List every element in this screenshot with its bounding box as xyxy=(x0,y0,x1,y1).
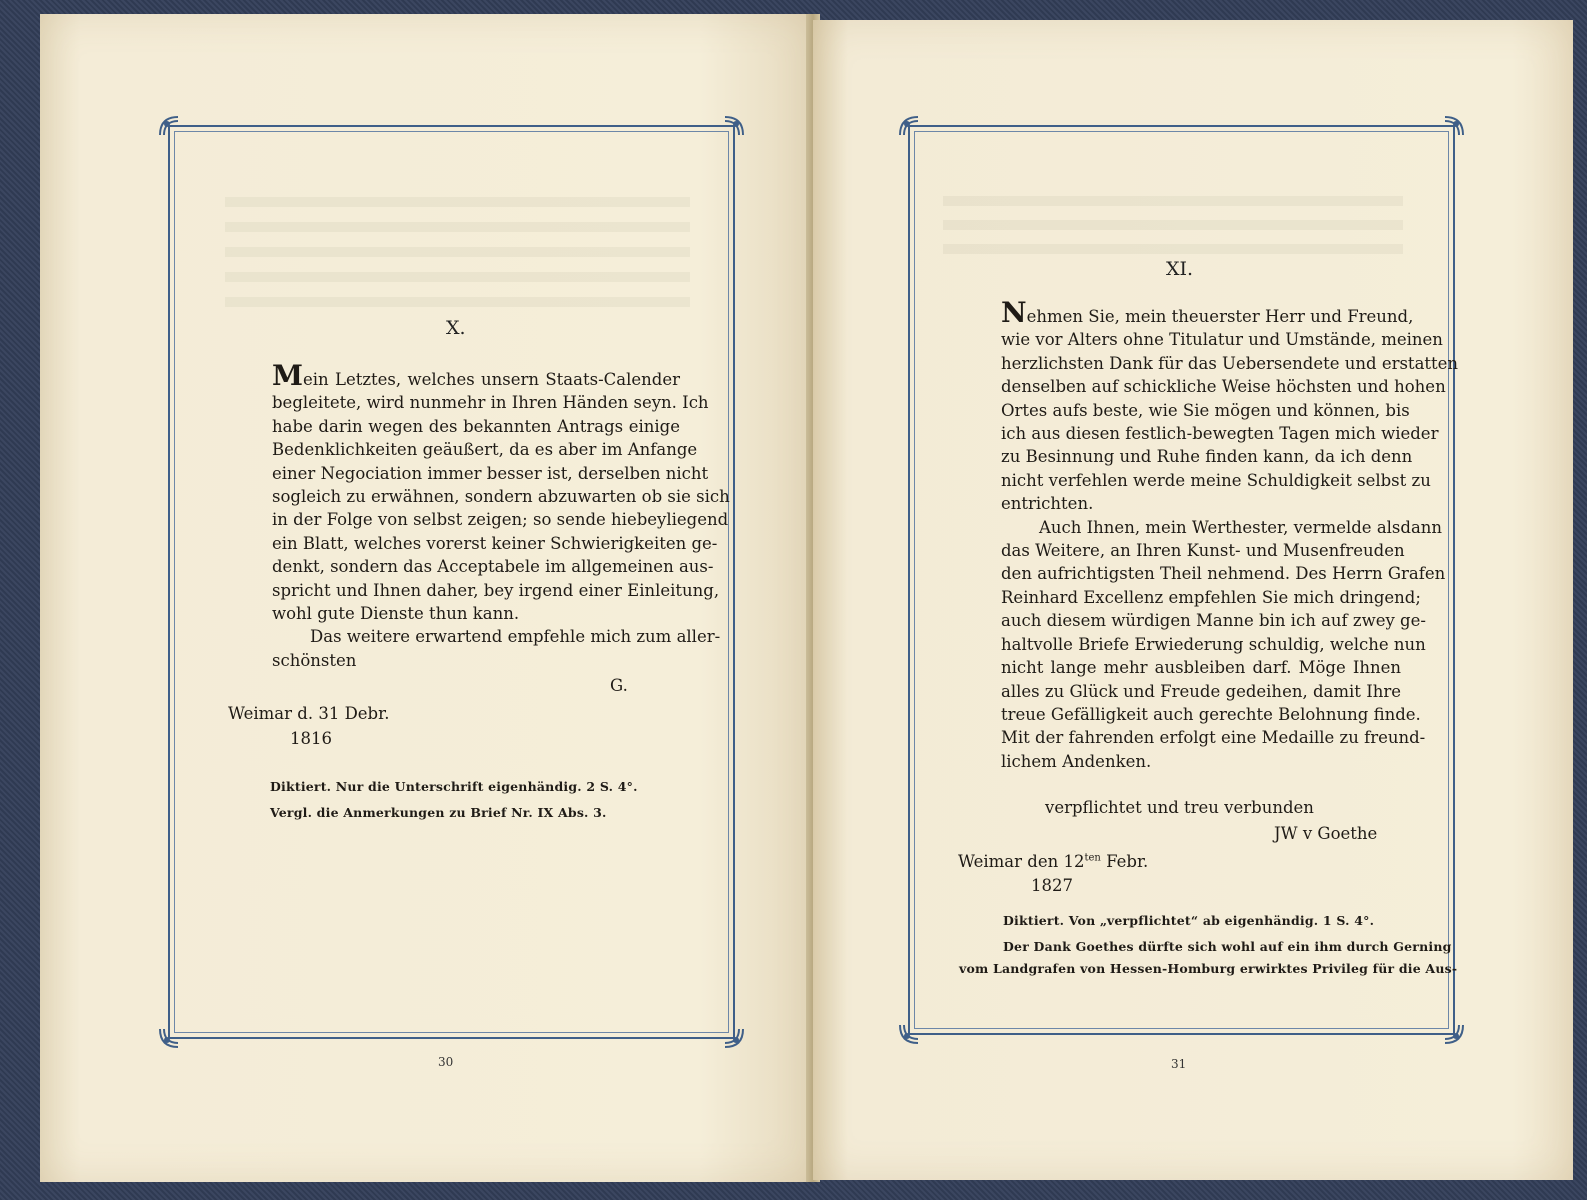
text-line: Bedenklichkeiten geäußert, da es aber im Anfange xyxy=(272,440,698,460)
text-line: begleitete, wird nunmehr in Ihren Händen seyn. Ich xyxy=(272,393,709,413)
corner-ornament-icon xyxy=(1443,115,1465,137)
editorial-note: Der Dank Goethes dürfte sich wohl auf ein ihm durch Gerning xyxy=(1003,939,1452,954)
signature: G. xyxy=(610,676,628,695)
page-number: 30 xyxy=(438,1055,454,1069)
closing-formula: verpflichtet und treu verbunden xyxy=(1045,798,1314,817)
text-line: alles zu Glück und Freude gedeihen, damit Ihre xyxy=(1001,681,1401,701)
letter-body xyxy=(1001,296,1459,773)
text-line: nicht verfehlen werde meine Schuldigkeit selbst zu xyxy=(1001,470,1431,490)
corner-ornament-icon xyxy=(898,1023,920,1045)
text-line: auch diesem würdigen Manne bin ich auf zwey ge- xyxy=(1001,611,1426,631)
text-line: Ortes aufs beste, wie Sie mögen und können, bis xyxy=(1001,400,1410,420)
signature: JW v Goethe xyxy=(1274,824,1378,843)
letter-number-heading: X. xyxy=(446,317,466,339)
initial-letter: M xyxy=(272,359,303,392)
show-through-text xyxy=(943,196,1403,206)
corner-ornament-icon xyxy=(723,115,745,137)
text-line: entrichten. xyxy=(1001,494,1094,514)
page-number: 31 xyxy=(1171,1057,1187,1071)
text-line: wie vor Alters ohne Titulatur und Umstände, meinen xyxy=(1001,330,1443,350)
text-line: Mit der fahrenden erfolgt eine Medaille zu freund- xyxy=(1001,728,1426,748)
place-date xyxy=(958,852,1148,871)
corner-ornament-icon xyxy=(158,1027,180,1049)
text-line: ein Blatt, welches vorerst keiner Schwierigkeiten ge- xyxy=(272,533,718,553)
text-line: nicht lange mehr ausbleiben darf. Möge Ihnen xyxy=(1001,658,1401,678)
text-line: herzlichsten Dank für das Uebersendete und erstatten xyxy=(1001,353,1459,373)
editorial-note: Diktiert. Nur die Unterschrift eigenhändig. 2 S. 4°. xyxy=(270,779,638,794)
place-date-month: Febr. xyxy=(1100,852,1149,871)
text-line: lichem Andenken. xyxy=(1001,751,1152,771)
text-line: einer Negociation immer besser ist, derselben nicht xyxy=(272,463,709,483)
text-line: denkt, sondern das Acceptabele im allgemeinen aus- xyxy=(272,557,714,577)
corner-ornament-icon xyxy=(1443,1023,1465,1045)
text-line: Nehmen Sie, mein theuerster Herr und Freund, xyxy=(1001,296,1414,329)
text-line: Auch Ihnen, mein Werthester, vermelde alsdann xyxy=(1039,517,1443,537)
text-line: habe darin wegen des bekannten Antrags einige xyxy=(272,416,680,436)
text-line: Mein Letztes, welches unsern Staats-Calender xyxy=(272,359,680,392)
letter-body xyxy=(272,359,730,672)
text-line: spricht und Ihnen daher, bey irgend einer Einleitung, xyxy=(272,580,720,600)
text-line: Das weitere erwartend empfehle mich zum aller- xyxy=(310,627,721,647)
initial-letter: N xyxy=(1001,296,1027,329)
place-date-main: Weimar den 12 xyxy=(958,852,1085,871)
text-line: den aufrichtigsten Theil nehmend. Des Herrn Grafen xyxy=(1001,564,1446,584)
text-line: denselben auf schickliche Weise höchsten und hohen xyxy=(1001,377,1446,397)
show-through-text xyxy=(943,220,1403,230)
show-through-text xyxy=(225,222,690,232)
text-line: schönsten xyxy=(272,650,357,670)
editorial-note: vom Landgrafen von Hessen-Homburg erwirktes Privileg für die Aus- xyxy=(959,961,1458,976)
year: 1827 xyxy=(1031,876,1073,895)
show-through-text xyxy=(225,297,690,307)
text-line: zu Besinnung und Ruhe finden kann, da ich denn xyxy=(1001,447,1413,467)
place-date-superscript: ten xyxy=(1084,852,1101,864)
corner-ornament-icon xyxy=(898,115,920,137)
corner-ornament-icon xyxy=(723,1027,745,1049)
left-page xyxy=(40,14,815,1182)
text-line: das Weitere, an Ihren Kunst- und Musenfreuden xyxy=(1001,541,1405,561)
year: 1816 xyxy=(290,729,332,748)
text-line: Reinhard Excellenz empfehlen Sie mich dringend; xyxy=(1001,587,1421,607)
letter-number-heading: XI. xyxy=(1166,258,1194,280)
show-through-text xyxy=(225,272,690,282)
text-line: sogleich zu erwähnen, sondern abzuwarten ob sie sich xyxy=(272,487,730,507)
editorial-note: Vergl. die Anmerkungen zu Brief Nr. IX Abs. 3. xyxy=(270,805,607,820)
show-through-text xyxy=(225,247,690,257)
text-line: treue Gefälligkeit auch gerechte Belohnung finde. xyxy=(1001,704,1421,724)
text-line: ich aus diesen festlich-bewegten Tagen mich wieder xyxy=(1001,424,1439,444)
right-page xyxy=(813,20,1573,1180)
text-line: haltvolle Briefe Erwiederung schuldig, welche nun xyxy=(1001,634,1426,654)
editorial-note: Diktiert. Von „verpflichtet“ ab eigenhändig. 1 S. 4°. xyxy=(1003,913,1375,928)
corner-ornament-icon xyxy=(158,115,180,137)
text-line: wohl gute Dienste thun kann. xyxy=(272,604,520,624)
show-through-text xyxy=(225,197,690,207)
text-line: in der Folge von selbst zeigen; so sende hiebeyliegend xyxy=(272,510,729,530)
place-date: Weimar d. 31 Debr. xyxy=(228,704,390,723)
show-through-text xyxy=(943,244,1403,254)
